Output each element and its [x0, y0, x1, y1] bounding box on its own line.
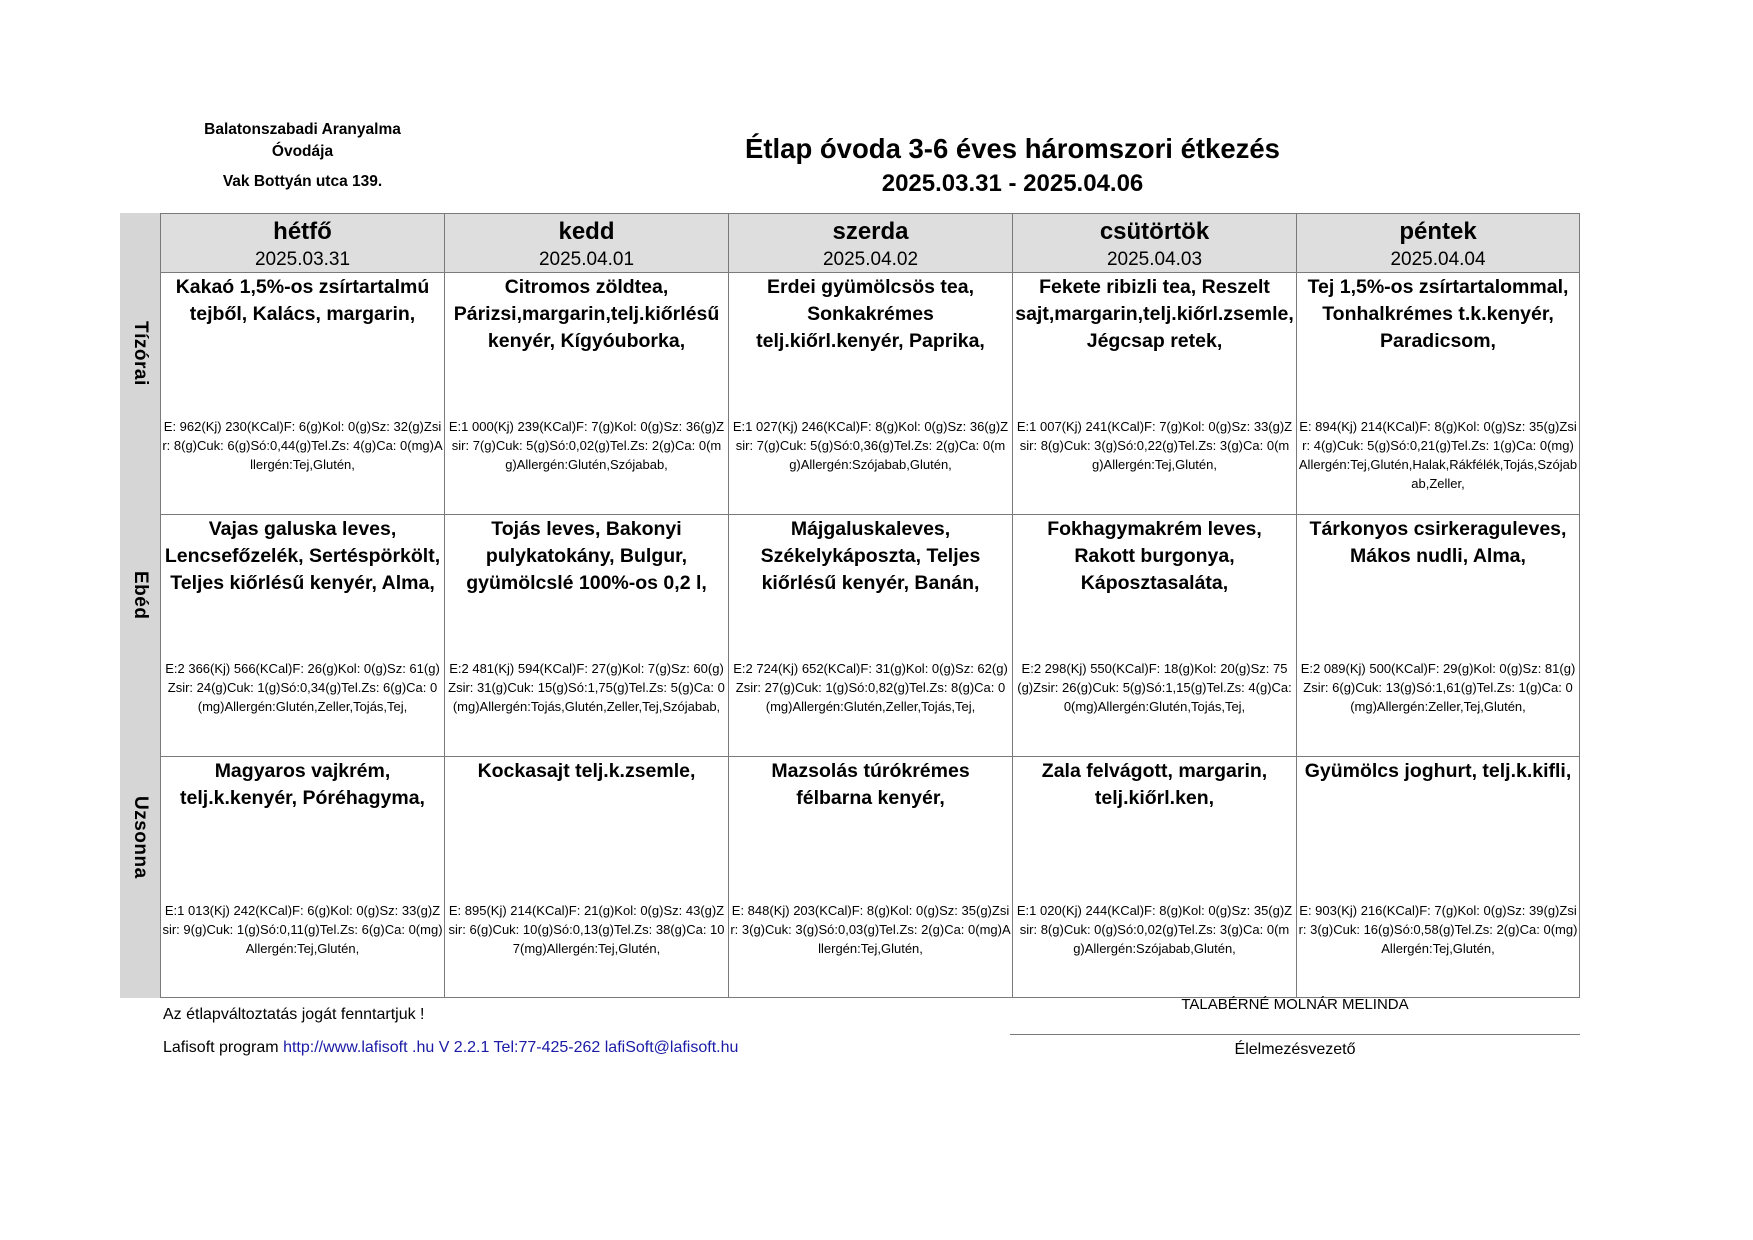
- nutrition-info: E:2 724(Kj) 652(KCal)F: 31(g)Kol: 0(g)Sz: 62(g)Zsir: 27(g)Cuk: 1(g)Só:0,82(g)Tel.Zs: 8(g)Ca: 0(mg)Allergén:Glutén,Zeller,Tojás,Tej,: [733, 661, 1008, 714]
- food-items: Zala felvágott, margarin, telj.kiőrl.ken,: [1041, 760, 1268, 809]
- meal-label-text: Tízórai: [130, 320, 151, 386]
- food-items: Erdei gyümölcsös tea, Sonkakrémes telj.kiőrl.kenyér, Paprika,: [756, 276, 985, 352]
- nutrition-info: E: 895(Kj) 214(KCal)F: 21(g)Kol: 0(g)Sz: 43(g)Zsir: 6(g)Cuk: 10(g)Só:0,13(g)Tel.Zs: 38(g)Ca: 107(mg)Allergén:Tej,Glutén,: [448, 903, 725, 956]
- menu-cell: [728, 272, 1012, 514]
- menu-cell: [1296, 272, 1580, 514]
- food-items: Májgaluskaleves, Székelykáposzta, Teljes kiőrlésű kenyér, Banán,: [760, 518, 981, 594]
- menu-cell: [444, 272, 728, 514]
- food-items: Tej 1,5%-os zsírtartalommal, Tonhalkrémes t.k.kenyér, Paradicsom,: [1307, 276, 1569, 352]
- meal-label-lunch: [120, 514, 160, 756]
- day-name: hétfő: [273, 218, 332, 245]
- institution-address: Vak Bottyán utca 139.: [222, 173, 383, 190]
- meal-label-text: Ebéd: [130, 570, 151, 620]
- food-items: Kakaó 1,5%-os zsírtartalmú tejből, Kalács, margarin,: [175, 276, 430, 325]
- nutrition-info: E:2 481(Kj) 594(KCal)F: 27(g)Kol: 7(g)Sz: 60(g)Zsir: 31(g)Cuk: 15(g)Só:1,75(g)Tel.Zs: 5(g)Ca: 0(mg)Allergén:Tojás,Glutén,Zeller,Tej,Szójabab,: [448, 661, 725, 714]
- day-name: kedd: [558, 218, 615, 245]
- nutrition-info: E:2 089(Kj) 500(KCal)F: 29(g)Kol: 0(g)Sz: 81(g)Zsir: 6(g)Cuk: 13(g)Só:1,61(g)Tel.Zs: 1(g)Ca: 0(mg)Allergén:Zeller,Tej,Glutén,: [1300, 661, 1576, 714]
- software-credit-prefix: Lafisoft program: [163, 1039, 284, 1056]
- institution-name-line2: Óvodája: [271, 143, 334, 160]
- day-date: 2025.04.01: [538, 249, 635, 270]
- day-header-1: [160, 213, 444, 272]
- food-items: Tárkonyos csirkeraguleves, Mákos nudli, Alma,: [1309, 518, 1567, 567]
- menu-cell: [444, 514, 728, 756]
- menu-cell: [1296, 514, 1580, 756]
- food-items: Vajas galuska leves, Lencsefőzelék, Sertéspörkölt, Teljes kiőrlésű kenyér, Alma,: [164, 518, 441, 594]
- food-items: Magyaros vajkrém, telj.k.kenyér, Póréhagyma,: [180, 760, 425, 809]
- day-date: 2025.04.04: [1390, 249, 1486, 270]
- institution-name: [170, 119, 435, 163]
- food-items: Citromos zöldtea, Párizsi,margarin,telj.kiőrlésű kenyér, Kígyóuborka,: [453, 276, 720, 352]
- software-link[interactable]: http://www.lafisoft .hu V 2.2.1 Tel:77-425-262 lafiSoft@lafisoft.hu: [283, 1039, 739, 1056]
- meal-label-morning: [120, 272, 160, 514]
- page-title: Étlap óvoda 3-6 éves háromszori étkezés: [745, 133, 1280, 164]
- table-corner: [120, 213, 160, 272]
- menu-cell: [1012, 272, 1296, 514]
- nutrition-info: E: 848(Kj) 203(KCal)F: 8(g)Kol: 0(g)Sz: 35(g)Zsir: 3(g)Cuk: 3(g)Só:0,03(g)Tel.Zs: 2(g)Ca: 0(mg)Allergén:Tej,Glutén,: [730, 903, 1011, 956]
- menu-cell: [160, 756, 444, 998]
- signer-role: Élelmezésvezető: [1234, 1041, 1356, 1058]
- meal-label-snack: [120, 756, 160, 998]
- signature-line: [1010, 1034, 1580, 1035]
- day-header-2: [444, 213, 728, 272]
- date-range: 2025.03.31 - 2025.04.06: [881, 170, 1144, 197]
- nutrition-info: E:1 027(Kj) 246(KCal)F: 8(g)Kol: 0(g)Sz: 36(g)Zsir: 7(g)Cuk: 5(g)Só:0,36(g)Tel.Zs: 2(g)Ca: 0(mg)Allergén:Szójabab,Glutén,: [732, 419, 1009, 472]
- nutrition-info: E:2 366(Kj) 566(KCal)F: 26(g)Kol: 0(g)Sz: 61(g)Zsir: 24(g)Cuk: 1(g)Só:0,34(g)Tel.Zs: 6(g)Ca: 0(mg)Allergén:Glutén,Zeller,Tojás,Tej,: [165, 661, 440, 714]
- food-items: Gyümölcs joghurt, telj.k.kifli,: [1304, 760, 1572, 782]
- nutrition-info: E: 894(Kj) 214(KCal)F: 8(g)Kol: 0(g)Sz: 35(g)Zsir: 4(g)Cuk: 5(g)Só:0,21(g)Tel.Zs: 1(g)Ca: 0(mg)Allergén:Tej,Glutén,Halak,Rákfélék,Tojás,Szójabab,Zeller,: [1298, 419, 1578, 491]
- menu-cell: [1012, 514, 1296, 756]
- nutrition-info: E: 903(Kj) 216(KCal)F: 7(g)Kol: 0(g)Sz: 39(g)Zsir: 3(g)Cuk: 16(g)Só:0,58(g)Tel.Zs: 2(g)Ca: 0(mg)Allergén:Tej,Glutén,: [1298, 903, 1578, 956]
- day-header-3: [728, 213, 1012, 272]
- nutrition-info: E:1 013(Kj) 242(KCal)F: 6(g)Kol: 0(g)Sz: 33(g)Zsir: 9(g)Cuk: 1(g)Só:0,11(g)Tel.Zs: 6(g)Ca: 0(mg)Allergén:Tej,Glutén,: [162, 903, 443, 956]
- food-items: Tojás leves, Bakonyi pulykatokány, Bulgur, gyümölcslé 100%-os 0,2 l,: [466, 518, 707, 594]
- institution-name-line1: Balatonszabadi Aranyalma: [204, 121, 401, 138]
- day-name: szerda: [832, 218, 909, 245]
- day-date: 2025.03.31: [254, 249, 351, 270]
- menu-table: [120, 213, 1580, 998]
- menu-cell: [1296, 756, 1580, 998]
- day-date: 2025.04.02: [822, 249, 919, 270]
- nutrition-info: E:1 000(Kj) 239(KCal)F: 7(g)Kol: 0(g)Sz: 36(g)Zsir: 7(g)Cuk: 5(g)Só:0,02(g)Tel.Zs: 2(g)Ca: 0(mg)Allergén:Glutén,Szójabab,: [448, 419, 725, 472]
- food-items: Mazsolás túrókrémes félbarna kenyér,: [771, 760, 970, 809]
- signer-name: TALABÉRNÉ MOLNÁR MELINDA: [1181, 996, 1409, 1013]
- software-credit: [163, 1039, 738, 1057]
- day-name: péntek: [1399, 218, 1477, 245]
- day-name: csütörtök: [1099, 218, 1210, 245]
- nutrition-info: E:1 007(Kj) 241(KCal)F: 7(g)Kol: 0(g)Sz: 33(g)Zsir: 8(g)Cuk: 3(g)Só:0,22(g)Tel.Zs: 3(g)Ca: 0(mg)Allergén:Tej,Glutén,: [1016, 419, 1293, 472]
- meal-label-text: Uzsonna: [130, 795, 151, 879]
- day-header-5: [1296, 213, 1580, 272]
- menu-cell: [160, 514, 444, 756]
- food-items: Fekete ribizli tea, Reszelt sajt,margarin,telj.kiőrl.zsemle, Jégcsap retek,: [1015, 276, 1294, 352]
- nutrition-info: E: 962(Kj) 230(KCal)F: 6(g)Kol: 0(g)Sz: 32(g)Zsir: 8(g)Cuk: 6(g)Só:0,44(g)Tel.Zs: 4(g)Ca: 0(mg)Allergén:Tej,Glutén,: [162, 419, 443, 472]
- day-header-4: [1012, 213, 1296, 272]
- food-items: Kockasajt telj.k.zsemle,: [477, 760, 696, 782]
- menu-cell: [728, 756, 1012, 998]
- menu-change-note: Az étlapváltoztatás jogát fenntartjuk !: [163, 1006, 425, 1023]
- food-items: Fokhagymakrém leves, Rakott burgonya, Káposztasaláta,: [1047, 518, 1262, 594]
- menu-cell: [728, 514, 1012, 756]
- nutrition-info: E:1 020(Kj) 244(KCal)F: 8(g)Kol: 0(g)Sz: 35(g)Zsir: 8(g)Cuk: 0(g)Só:0,02(g)Tel.Zs: 3(g)Ca: 0(mg)Allergén:Szójabab,Glutén,: [1016, 903, 1293, 956]
- menu-cell: [160, 272, 444, 514]
- menu-cell: [1012, 756, 1296, 998]
- menu-cell: [444, 756, 728, 998]
- day-date: 2025.04.03: [1106, 249, 1203, 270]
- nutrition-info: E:2 298(Kj) 550(KCal)F: 18(g)Kol: 20(g)Sz: 75(g)Zsir: 26(g)Cuk: 5(g)Só:1,15(g)Tel.Zs: 4(g)Ca: 0(mg)Allergén:Glutén,Tojás,Tej,: [1017, 661, 1292, 714]
